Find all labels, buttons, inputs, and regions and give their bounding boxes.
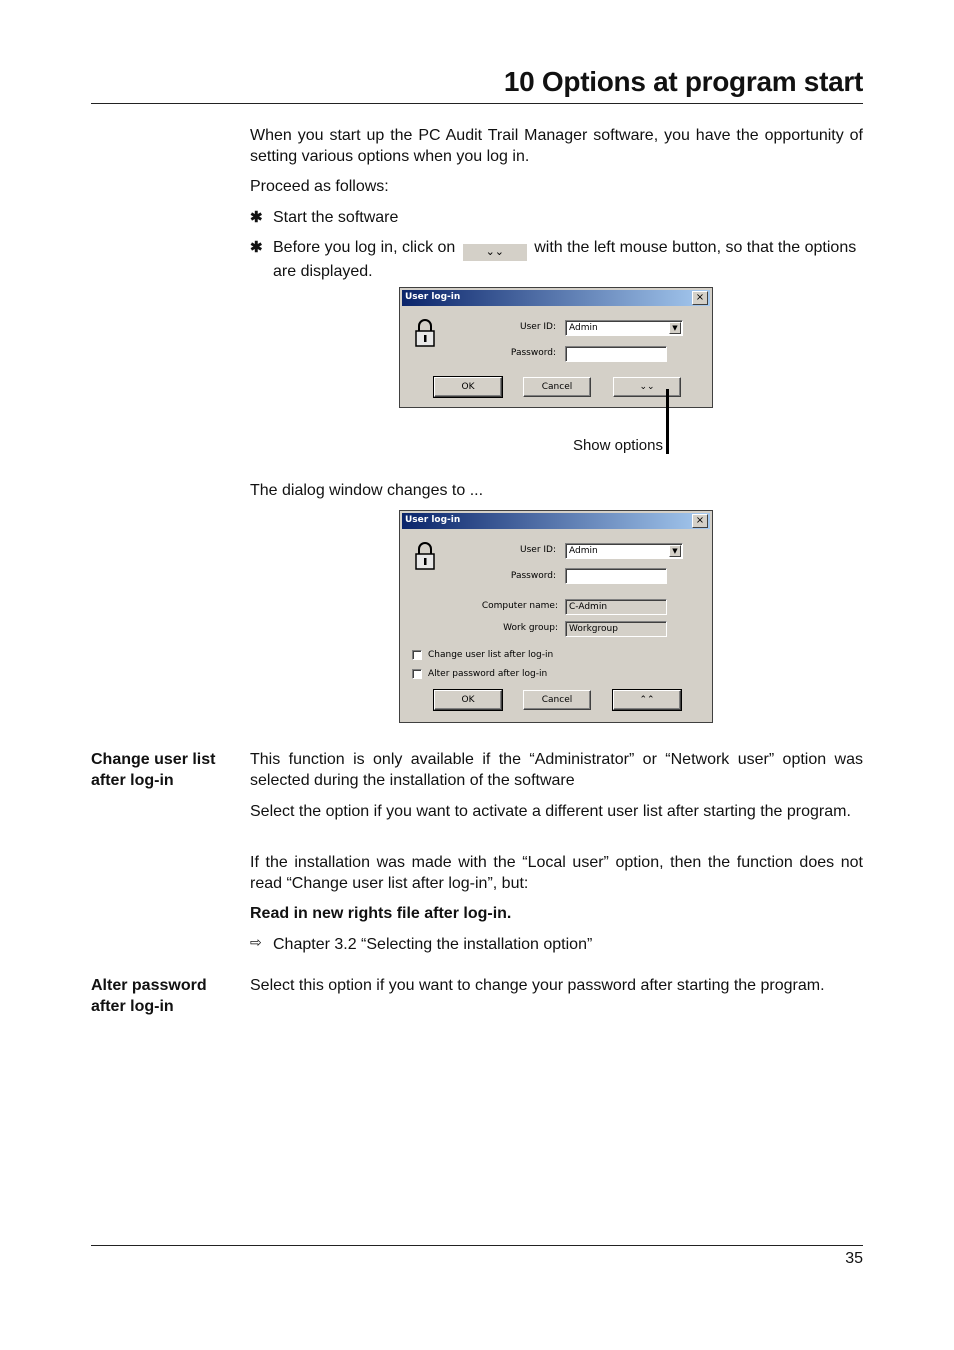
password-field[interactable] — [565, 568, 667, 584]
alter-password-checkbox[interactable] — [412, 669, 422, 679]
step-2-text-before: Before you log in, click on — [273, 239, 456, 256]
step-2-text-after: with the left mouse button, so that the options are displayed. — [273, 239, 857, 280]
work-group-label: Work group: — [503, 623, 558, 633]
title-divider — [91, 103, 863, 104]
heading-line: after log-in — [91, 998, 174, 1015]
dropdown-arrow-icon[interactable]: ▼ — [669, 322, 681, 334]
dialog-titlebar — [402, 513, 710, 529]
padlock-icon — [413, 541, 437, 571]
heading-line: after log-in — [91, 772, 174, 789]
password-label: Password: — [510, 348, 556, 358]
dialog-title: User log-in — [405, 515, 461, 525]
cancel-button[interactable]: Cancel — [523, 690, 591, 710]
user-id-value: Admin — [569, 323, 598, 333]
alter-password-label: Alter password after log-in — [428, 669, 548, 679]
user-id-select[interactable] — [565, 543, 683, 559]
hide-options-button[interactable] — [613, 690, 681, 710]
double-chevron-down-icon: ⌄⌄ — [463, 244, 527, 261]
section-paragraph: If the installation was made with the “Local user” option, then the function does not read “Change user list after log-in”, but: — [250, 854, 863, 892]
user-id-select[interactable] — [565, 320, 683, 336]
padlock-icon — [413, 318, 437, 348]
heading-line: Change user list — [91, 751, 216, 768]
footer-divider — [91, 1245, 863, 1246]
password-field[interactable] — [565, 346, 667, 362]
ok-button[interactable]: OK — [434, 690, 502, 710]
section-paragraph: This function is only available if the “Administrator” or “Network user” option was selected during the installation of the software — [250, 751, 863, 789]
page-number: 35 — [845, 1250, 863, 1267]
work-group-field: Workgroup — [565, 621, 667, 637]
login-dialog-expanded — [399, 510, 713, 723]
computer-name-field: C-Admin — [565, 599, 667, 615]
show-options-callout: Show options — [572, 437, 663, 454]
asterisk-bullet-icon: ✱ — [250, 209, 263, 226]
change-user-list-label: Change user list after log-in — [428, 650, 554, 660]
cancel-button[interactable]: Cancel — [523, 377, 591, 397]
password-label: Password: — [510, 571, 556, 581]
section-heading-alter-password — [91, 975, 241, 1017]
section-paragraph: Select this option if you want to change your password after starting the program. — [250, 977, 825, 994]
dialog-title: User log-in — [405, 292, 461, 302]
step-2-text — [273, 237, 863, 282]
user-id-label: User ID: — [520, 322, 556, 332]
close-icon[interactable]: × — [692, 291, 708, 305]
user-id-label: User ID: — [520, 545, 556, 555]
ok-button[interactable]: OK — [434, 377, 502, 397]
asterisk-bullet-icon: ✱ — [250, 239, 263, 256]
section-heading-change-user-list — [91, 749, 241, 791]
heading-line: Alter password — [91, 977, 207, 994]
transition-text: The dialog window changes to ... — [250, 482, 484, 499]
double-chevron-up-icon: ⌃⌃ — [639, 695, 655, 705]
rights-file-note: Read in new rights file after log-in. — [250, 905, 512, 922]
dialog-titlebar — [402, 290, 710, 306]
chapter-reference-link[interactable]: Chapter 3.2 “Selecting the installation option” — [273, 936, 593, 953]
intro-paragraph: When you start up the PC Audit Trail Manager software, you have the opportunity of setting various options when you log in. — [250, 127, 863, 165]
close-icon[interactable]: × — [692, 514, 708, 528]
user-id-value: Admin — [569, 546, 598, 556]
show-options-button[interactable] — [613, 377, 681, 397]
change-user-list-checkbox[interactable] — [412, 650, 422, 660]
double-chevron-down-icon: ⌄⌄ — [639, 382, 655, 392]
step-1-text: Start the software — [273, 209, 399, 226]
callout-line — [666, 389, 669, 454]
page-title: 10 Options at program start — [503, 66, 863, 97]
hollow-arrow-right-icon: ⇨ — [250, 934, 262, 950]
proceed-text: Proceed as follows: — [250, 178, 389, 195]
section-paragraph: Select the option if you want to activate a different user list after starting the program. — [250, 803, 851, 820]
computer-name-label: Computer name: — [481, 601, 558, 611]
dropdown-arrow-icon[interactable]: ▼ — [669, 545, 681, 557]
